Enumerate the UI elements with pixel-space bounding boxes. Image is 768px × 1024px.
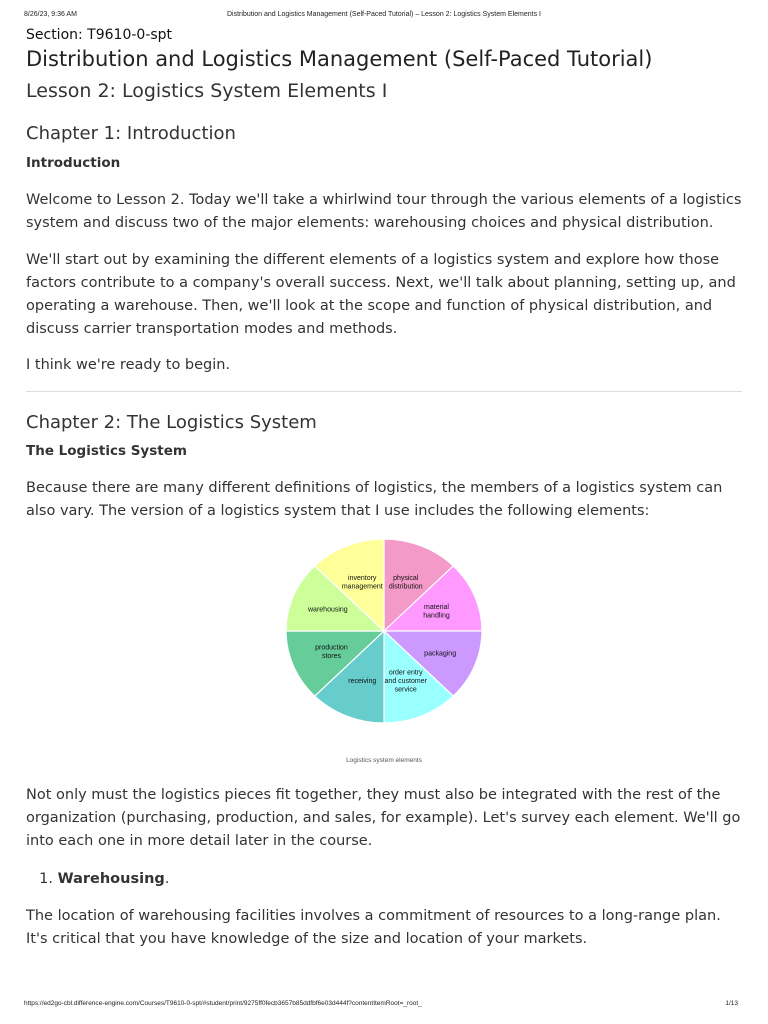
- logistics-wheel-diagram: [26, 535, 742, 727]
- main-content: [26, 26, 742, 951]
- chapter-1-paragraph-1: Welcome to Lesson 2. Today we'll take a whirlwind tour through the various elements of a logistics system and discuss two of the major elements: warehousing choices and physical distribution.: [26, 192, 742, 231]
- chapter-1-title: Chapter 1: Introduction: [26, 123, 236, 144]
- lesson-title: Lesson 2: Logistics System Elements I: [26, 80, 388, 102]
- print-footer: [24, 1000, 744, 1010]
- chapter-2-paragraph-after: Not only must the logistics pieces fit together, they must also be integrated with the rest of the organization (purchasing, production, and sales, for example). Let's survey each element. We'll go into each one in more detail later in the course.: [26, 787, 741, 849]
- wheel-label-warehousing: warehousing: [308, 606, 348, 614]
- wheel-label-production-stores: production stores: [315, 644, 348, 661]
- print-header: [24, 11, 744, 23]
- chapter-1-subhead: Introduction: [26, 155, 121, 171]
- wheel-label-physical-distribution: physical distribution: [388, 574, 423, 591]
- print-doc-title: Distribution and Logistics Management (Self-Paced Tutorial) – Lesson 2: Logistics System Elements I: [227, 11, 541, 18]
- list-term: Warehousing: [57, 871, 165, 887]
- course-title: Distribution and Logistics Management (Self-Paced Tutorial): [26, 47, 653, 71]
- print-page-number: 1/13: [725, 1000, 738, 1007]
- wheel-label-order-entry-and-customer-service: order entry and customer service: [384, 669, 427, 694]
- list-item-body: The location of warehousing facilities involves a commitment of resources to a long-range plan. It's critical that you have knowledge of the size and location of your markets.: [26, 908, 721, 947]
- chapter-1-paragraph-3: I think we're ready to begin.: [26, 357, 231, 373]
- wheel-label-receiving: receiving: [348, 677, 377, 685]
- chapter-2-title: Chapter 2: The Logistics System: [26, 412, 317, 433]
- chapter-divider: [26, 391, 742, 392]
- wheel-label-material-handling: material handling: [423, 603, 450, 620]
- print-url: https://ed2go-cbl.difference-engine.com/Courses/T9610-0-spt/#student/print/9275ff0fecb3657b85ddfbf6e03d444f?contentItemRoot=_root_: [24, 1000, 422, 1007]
- logistics-figure: [26, 535, 742, 764]
- wheel-group: [286, 539, 482, 723]
- chapter-2-intro: Because there are many different definitions of logistics, the members of a logistics system can also vary. The version of a logistics system that I use includes the following elements:: [26, 480, 723, 519]
- print-datetime: 8/26/23, 9:36 AM: [24, 11, 77, 18]
- chapter-2-subhead: The Logistics System: [26, 443, 187, 459]
- list-term-suffix: .: [164, 871, 170, 887]
- wheel-label-inventory-management: inventory management: [341, 574, 383, 591]
- list-item-warehousing: [26, 869, 742, 889]
- chapter-1-paragraph-2: We'll start out by examining the different elements of a logistics system and explore how those factors contribute to a company's overall success. Next, we'll talk about planning, setting up, and operating a warehouse. Then, we'll look at the scope and function of physical distribution, and discuss carrier transportation modes and methods.: [26, 252, 736, 337]
- figure-caption: Logistics system elements: [346, 757, 422, 764]
- wheel-label-packaging: packaging: [424, 650, 457, 658]
- list-number: 1.: [39, 871, 53, 887]
- section-label: Section: T9610-0-spt: [26, 27, 173, 43]
